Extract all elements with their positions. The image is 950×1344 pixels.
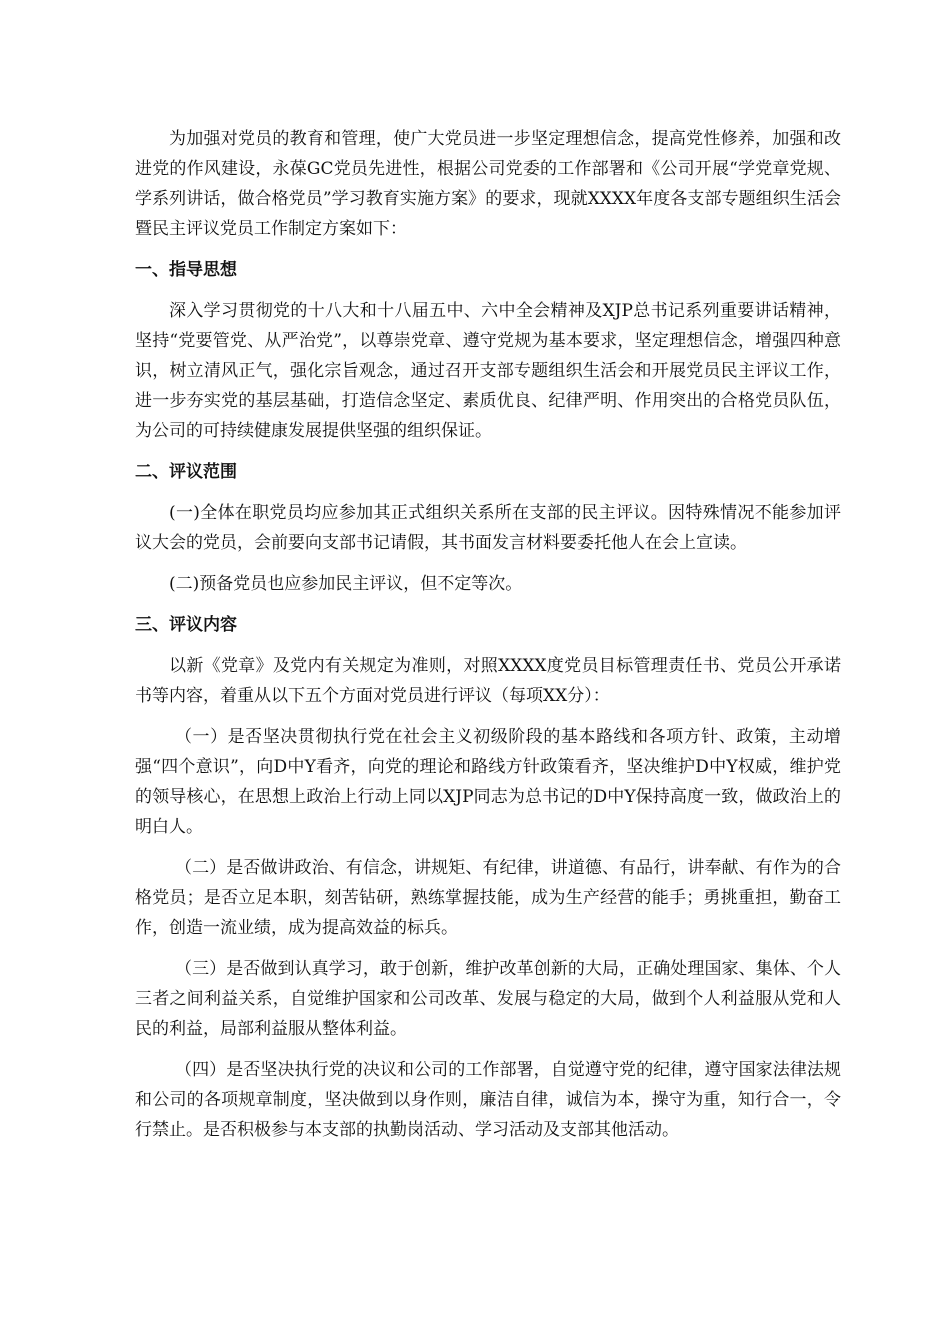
scope-item: (二)预备党员也应参加民主评议，但不定等次。 [169, 574, 523, 594]
content-item: （四）是否坚决执行党的决议和公司的工作部署，自觉遵守党的纪律，遵守国家法律法规和公司的各项规章制度，坚决做到以身作则，廉洁自律，诚信为本，操守为重，知行合一，令行禁止。是否积极参与本支部的执勤岗活动、学习活动及支部其他活动。 [135, 1060, 841, 1140]
section-heading-text: 一、指导思想 [135, 260, 237, 280]
document-body [135, 124, 841, 1156]
content-lead-paragraph: 以新《党章》及党内有关规定为准则，对照XXXX度党员目标管理责任书、党员公开承诺书等内容，着重从以下五个方面对党员进行评议（每项XX分）： [135, 656, 841, 706]
guiding-ideology-paragraph: 深入学习贯彻党的十八大和十八届五中、六中全会精神及XJP总书记系列重要讲话精神，坚持“党要管党、从严治党”，以尊崇党章、遵守党规为基本要求，坚定理想信念，增强四种意识，树立清风正气，强化宗旨观念，通过召开支部专题组织生活会和开展党员民主评议工作，进一步夯实党的基层基础，打造信念坚定、素质优良、纪律严明、作用突出的合格党员队伍，为公司的可持续健康发展提供坚强的组织保证。 [135, 301, 841, 441]
scope-item: (一)全体在职党员均应参加其正式组织关系所在支部的民主评议。因特殊情况不能参加评议大会的党员，会前要向支部书记请假，其书面发言材料要委托他人在会上宣读。 [135, 503, 841, 553]
section-heading-text: 三、评议内容 [135, 615, 237, 635]
content-item: （一）是否坚决贯彻执行党在社会主义初级阶段的基本路线和各项方针、政策，主动增强“四个意识”，向D中Y看齐，向党的理论和路线方针政策看齐，坚决维护D中Y权威，维护党的领导核心，在思想上政治上行动上同以XJP同志为总书记的D中Y保持高度一致，做政治上的明白人。 [135, 727, 841, 837]
section-heading-scope [135, 457, 841, 487]
section-heading-content [135, 610, 841, 640]
content-item: （三）是否做到认真学习，敢于创新，维护改革创新的大局，正确处理国家、集体、个人三者之间利益关系，自觉维护国家和公司改革、发展与稳定的大局，做到个人利益服从党和人民的利益，局部利益服从整体利益。 [135, 959, 841, 1039]
section-heading-text: 二、评议范围 [135, 462, 237, 482]
content-item: （二）是否做讲政治、有信念，讲规矩、有纪律，讲道德、有品行，讲奉献、有作为的合格党员；是否立足本职，刻苦钻研，熟练掌握技能，成为生产经营的能手；勇挑重担，勤奋工作，创造一流业绩，成为提高效益的标兵。 [135, 858, 841, 938]
section-heading-guiding-ideology [135, 255, 841, 285]
intro-paragraph: 为加强对党员的教育和管理，使广大党员进一步坚定理想信念，提高党性修养，加强和改进党的作风建设，永葆GC党员先进性，根据公司党委的工作部署和《公司开展“学党章党规、学系列讲话，做合格党员”学习教育实施方案》的要求，现就XXXX年度各支部专题组织生活会暨民主评议党员工作制定方案如下： [135, 129, 841, 239]
